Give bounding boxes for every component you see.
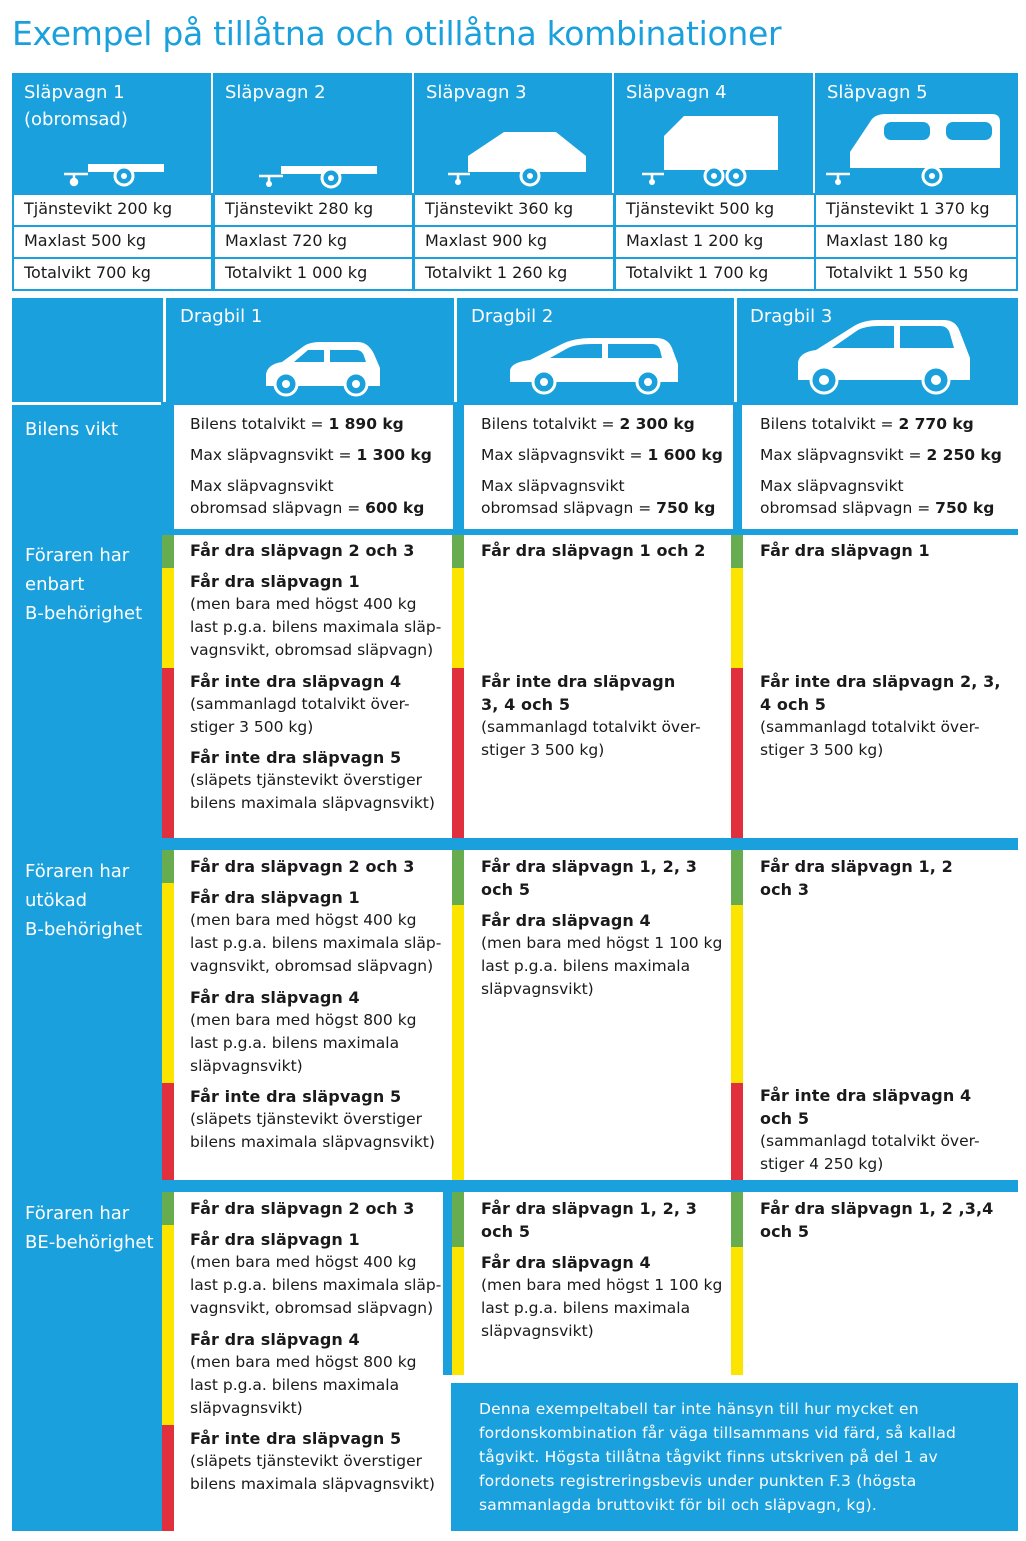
rule-detail: vagnsvikt, obromsad släpvagn) [190,1299,434,1317]
rule-block [481,1197,751,1243]
rule-detail: (sammanlagd totalvikt över- [481,718,701,736]
rule-detail: last p.g.a. bilens maximala släp- [190,1276,442,1294]
trailer-subtitle: (obromsad) [24,109,128,130]
trailer-5-totalvikt: Totalvikt 1 550 kg [816,259,1016,289]
rule-heading: Får dra släpvagn 4 [190,988,360,1007]
rule-detail: last p.g.a. bilens maximala släp- [190,934,442,952]
box-trailer-icon [638,112,784,192]
trailer-name: Släpvagn 1 [24,82,125,103]
flat-trailer-icon [60,150,170,192]
trailer-2-maxlast: Maxlast 720 kg [215,227,412,257]
car-3-total-weight: Bilens totalvikt = 2 770 kg [760,415,974,433]
rule-detail: (släpets tjänstevikt överstiger [190,1452,423,1470]
trailer-4-totalvikt: Totalvikt 1 700 kg [616,259,814,289]
trailer-2-totalvikt: Totalvikt 1 000 kg [215,259,412,289]
rule-detail: (släpets tjänstevikt överstiger [190,1110,423,1128]
rule-detail: last p.g.a. bilens maximala [481,1299,691,1317]
rule-block [760,1084,1026,1176]
rule-heading: och 5 [760,1109,810,1128]
rule-heading: Får inte dra släpvagn 5 [190,1087,402,1106]
car-name: Dragbil 2 [471,306,554,327]
rule-detail: (men bara med högst 800 kg [190,1353,417,1371]
trailer-name: Släpvagn 5 [827,82,928,103]
rule-detail: (sammanlagd totalvikt över- [760,1132,980,1150]
rule-detail: bilens maximala släpvagnsvikt) [190,1133,435,1151]
rule-detail: last p.g.a. bilens maximala [481,957,691,975]
caravan-icon [822,112,1004,192]
rule-detail: (sammanlagd totalvikt över- [760,718,980,736]
rule-block [760,670,1026,762]
rule-detail: (men bara med högst 400 kg [190,1253,417,1271]
rule-detail: stiger 3 500 kg) [190,718,314,736]
rule-block [481,670,751,762]
rule-block [481,539,751,562]
rule-heading: Får inte dra släpvagn 5 [190,748,402,767]
rule-detail: (men bara med högst 800 kg [190,1011,417,1029]
row-label-utokad-b: Föraren har utökad B-behörighet [25,861,143,940]
rule-detail: last p.g.a. bilens maximala släp- [190,618,442,636]
trailer-5-maxlast: Maxlast 180 kg [816,227,1016,257]
rule-heading: och 5 [760,1222,810,1241]
rule-block [190,1427,460,1496]
rule-detail: släpvagnsvikt) [481,1322,594,1340]
rule-detail: last p.g.a. bilens maximala [190,1376,400,1394]
covered-trailer-icon [444,128,590,192]
rule-heading: 3, 4 och 5 [481,695,571,714]
rule-heading: Får dra släpvagn 1 och 2 [481,541,706,560]
page-title: Exempel på tillåtna och otillåtna kombinationer [12,14,782,53]
trailer-2-tjanstevikt: Tjänstevikt 280 kg [215,195,412,225]
rule-heading: Får dra släpvagn 4 [190,1330,360,1349]
car-1-max-unbraked-label: Max släpvagnsvikt [190,477,334,495]
row-label-be: Föraren har BE-behörighet [25,1203,154,1253]
rule-detail: (men bara med högst 1 100 kg [481,1276,723,1294]
car-1-total-weight: Bilens totalvikt = 1 890 kg [190,415,404,433]
rule-block [760,1197,1026,1243]
rule-block [190,670,460,739]
trailer-5-tjanstevikt: Tjänstevikt 1 370 kg [816,195,1016,225]
rule-detail: (men bara med högst 1 100 kg [481,934,723,952]
rule-heading: Får dra släpvagn 2 och 3 [190,541,415,560]
rule-heading: Får dra släpvagn 1 [190,1230,360,1249]
rule-heading: Får dra släpvagn 1, 2 ,3,4 [760,1199,994,1218]
car-name: Dragbil 1 [180,306,263,327]
rule-detail: bilens maximala släpvagnsvikt) [190,794,435,812]
rule-block [190,1328,460,1420]
car-3-max-trailer-weight: Max släpvagnsvikt = 2 250 kg [760,446,1002,464]
trailer-name: Släpvagn 2 [225,82,326,103]
rule-heading: Får dra släpvagn 1 [190,572,360,591]
note-box: Denna exempeltabell tar inte hänsyn till hur mycket en fordonskombination får väga tillsammans vid färd, så kallad tågvikt. Högsta tillåtna tågvikt finns utskriven på del 1 av fordonets registreringsbevis under punkten F.3 (högsta sammanlagda bruttovikt för bil och släpvagn, kg). [451,1383,1018,1531]
rule-block [481,855,751,901]
rule-detail: vagnsvikt, obromsad släpvagn) [190,957,434,975]
rule-heading: Får dra släpvagn 4 [481,1253,651,1272]
rule-heading: Får inte dra släpvagn 4 [760,1086,972,1105]
rule-heading: 4 och 5 [760,695,826,714]
car-1-max-unbraked-weight: obromsad släpvagn = 600 kg [190,499,425,517]
rule-block [190,886,460,978]
rule-detail: stiger 3 500 kg) [760,741,884,759]
rule-block [190,570,460,662]
trailer-3-tjanstevikt: Tjänstevikt 360 kg [415,195,613,225]
rule-heading: Får dra släpvagn 2 och 3 [190,1199,415,1218]
rule-heading: Får inte dra släpvagn 4 [190,672,402,691]
trailer-1-totalvikt: Totalvikt 700 kg [14,259,211,289]
trailer-4-maxlast: Maxlast 1 200 kg [616,227,814,257]
rule-detail: vagnsvikt, obromsad släpvagn) [190,641,434,659]
rule-detail: stiger 4 250 kg) [760,1155,884,1173]
rule-heading: Får inte dra släpvagn [481,672,676,691]
rule-detail: bilens maximala släpvagnsvikt) [190,1475,435,1493]
car-name: Dragbil 3 [750,306,833,327]
rule-heading: Får dra släpvagn 2 och 3 [190,857,415,876]
rule-block [190,1228,460,1320]
rule-detail: (men bara med högst 400 kg [190,595,417,613]
car-2-max-unbraked-label: Max släpvagnsvikt [481,477,625,495]
rule-detail: last p.g.a. bilens maximala [190,1034,400,1052]
rule-heading: Får inte dra släpvagn 2, 3, [760,672,1001,691]
rule-heading: och 5 [481,1222,531,1241]
trailer-4-tjanstevikt: Tjänstevikt 500 kg [616,195,814,225]
rule-heading: Får dra släpvagn 1, 2, 3 [481,1199,697,1218]
trailer-1-maxlast: Maxlast 500 kg [14,227,211,257]
rule-heading: Får dra släpvagn 1, 2 [760,857,953,876]
row-label-b: Föraren har enbart B-behörighet [25,545,143,624]
rule-detail: (släpets tjänstevikt överstiger [190,771,423,789]
rule-block [760,855,1026,901]
rule-heading: Får dra släpvagn 1 [190,888,360,907]
rule-detail: släpvagnsvikt) [481,980,594,998]
car-3-max-unbraked-label: Max släpvagnsvikt [760,477,904,495]
rule-heading: och 3 [760,880,810,899]
rule-detail: (men bara med högst 400 kg [190,911,417,929]
flat-trailer-icon [255,150,379,192]
rule-heading: Får inte dra släpvagn 5 [190,1429,402,1448]
rule-heading: Får dra släpvagn 1 [760,541,930,560]
car-2-max-unbraked-weight: obromsad släpvagn = 750 kg [481,499,716,517]
rule-heading: och 5 [481,880,531,899]
car-1-max-trailer-weight: Max släpvagnsvikt = 1 300 kg [190,446,432,464]
rule-block [190,1197,460,1220]
trailer-name: Släpvagn 4 [626,82,727,103]
rule-block [190,986,460,1078]
trailer-3-totalvikt: Totalvikt 1 260 kg [415,259,613,289]
rule-detail: (sammanlagd totalvikt över- [190,695,410,713]
estate-car-icon [506,334,682,398]
rule-heading: Får dra släpvagn 1, 2, 3 [481,857,697,876]
rule-block [190,855,460,878]
rule-block [190,746,460,815]
car-2-total-weight: Bilens totalvikt = 2 300 kg [481,415,695,433]
rule-block [481,1251,751,1343]
rule-detail: släpvagnsvikt) [190,1399,303,1417]
rule-block [481,909,751,1001]
rule-block [190,539,460,562]
rule-detail: släpvagnsvikt) [190,1057,303,1075]
rule-block [760,539,1026,562]
suv-car-icon [794,318,974,398]
car-3-max-unbraked-weight: obromsad släpvagn = 750 kg [760,499,995,517]
row-label-weight: Bilens vikt [25,419,119,440]
car-2-max-trailer-weight: Max släpvagnsvikt = 1 600 kg [481,446,723,464]
hatchback-car-icon [262,340,384,400]
rule-heading: Får dra släpvagn 4 [481,911,651,930]
rule-detail: stiger 3 500 kg) [481,741,605,759]
trailer-name: Släpvagn 3 [426,82,527,103]
trailer-3-maxlast: Maxlast 900 kg [415,227,613,257]
trailer-1-tjanstevikt: Tjänstevikt 200 kg [14,195,211,225]
rule-block [190,1085,460,1154]
